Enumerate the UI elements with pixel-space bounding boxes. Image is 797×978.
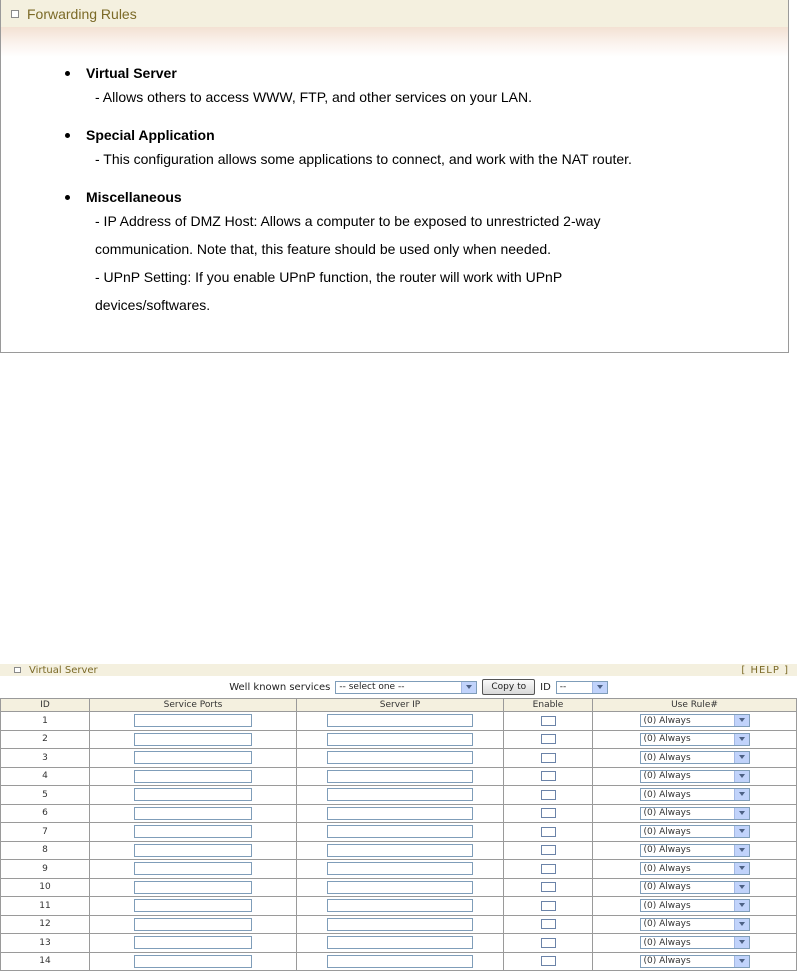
column-header-id: ID [1, 699, 90, 712]
enable-checkbox[interactable] [541, 882, 556, 892]
help-item-desc: - Allows others to access WWW, FTP, and other services on your LAN. [95, 89, 533, 105]
table-header-row [1, 699, 797, 712]
chevron-down-icon [734, 919, 749, 930]
row-id: 6 [1, 804, 90, 823]
use-rule-select[interactable] [640, 918, 750, 931]
server-ip-cell [297, 915, 504, 934]
copy-to-button[interactable]: Copy to [482, 679, 535, 695]
row-id: 7 [1, 823, 90, 842]
well-known-services-toolbar [0, 676, 797, 698]
bullet-icon [65, 71, 70, 76]
header-gradient-band [1, 27, 788, 57]
service-ports-cell [90, 786, 297, 805]
virtual-server-header [0, 664, 797, 676]
help-item-desc: communication. Note that, this feature should be used only when needed. [95, 241, 552, 257]
forwarding-rules-panel [0, 0, 789, 353]
service-ports-cell [90, 841, 297, 860]
enable-cell [504, 804, 593, 823]
select-value: -- [559, 682, 567, 692]
service-ports-cell [90, 749, 297, 768]
row-id: 14 [1, 952, 90, 971]
column-header-server-ip: Server IP [297, 699, 504, 712]
server-ip-input[interactable] [327, 862, 473, 875]
column-header-use-rule: Use Rule# [593, 699, 797, 712]
select-value: (0) Always [643, 882, 691, 893]
select-value: (0) Always [643, 826, 691, 837]
service-ports-cell [90, 804, 297, 823]
server-ip-input[interactable] [327, 918, 473, 931]
enable-checkbox[interactable] [541, 753, 556, 763]
service-ports-input[interactable] [134, 825, 252, 838]
enable-checkbox[interactable] [541, 771, 556, 781]
service-ports-input[interactable] [134, 807, 252, 820]
server-ip-input[interactable] [327, 936, 473, 949]
enable-checkbox[interactable] [541, 790, 556, 800]
use-rule-cell [593, 952, 797, 971]
chevron-down-icon [734, 771, 749, 782]
server-ip-input[interactable] [327, 955, 473, 968]
table-row [1, 823, 797, 842]
use-rule-select[interactable] [640, 936, 750, 949]
use-rule-cell [593, 823, 797, 842]
chevron-down-icon [734, 882, 749, 893]
use-rule-cell [593, 730, 797, 749]
table-row [1, 878, 797, 897]
enable-checkbox[interactable] [541, 919, 556, 929]
server-ip-input[interactable] [327, 751, 473, 764]
server-ip-cell [297, 952, 504, 971]
enable-cell [504, 878, 593, 897]
enable-cell [504, 952, 593, 971]
enable-checkbox[interactable] [541, 864, 556, 874]
chevron-down-icon [734, 845, 749, 856]
use-rule-select[interactable] [640, 788, 750, 801]
use-rule-select[interactable] [640, 714, 750, 727]
table-row [1, 952, 797, 971]
chevron-down-icon [592, 682, 607, 693]
use-rule-select[interactable] [640, 955, 750, 968]
enable-cell [504, 841, 593, 860]
table-row [1, 804, 797, 823]
select-value: (0) Always [643, 900, 691, 911]
use-rule-select[interactable] [640, 844, 750, 857]
select-value: (0) Always [643, 715, 691, 726]
enable-cell [504, 730, 593, 749]
forwarding-rules-header [1, 0, 788, 27]
use-rule-cell [593, 915, 797, 934]
row-id: 13 [1, 934, 90, 953]
enable-cell [504, 915, 593, 934]
server-ip-input[interactable] [327, 714, 473, 727]
table-row [1, 841, 797, 860]
select-value: (0) Always [643, 956, 691, 967]
enable-cell [504, 712, 593, 731]
use-rule-select[interactable] [640, 807, 750, 820]
help-item-desc: - UPnP Setting: If you enable UPnP function, the router will work with UPnP [95, 269, 563, 285]
row-id: 8 [1, 841, 90, 860]
service-ports-cell [90, 934, 297, 953]
chevron-down-icon [734, 956, 749, 967]
enable-cell [504, 749, 593, 768]
enable-checkbox[interactable] [541, 827, 556, 837]
forwarding-rules-body [1, 57, 788, 319]
server-ip-input[interactable] [327, 844, 473, 857]
service-ports-input[interactable] [134, 751, 252, 764]
use-rule-cell [593, 749, 797, 768]
use-rule-cell [593, 804, 797, 823]
chevron-down-icon [734, 715, 749, 726]
use-rule-cell [593, 786, 797, 805]
help-link[interactable]: [ HELP ] [741, 664, 789, 676]
chevron-down-icon [734, 863, 749, 874]
service-ports-input[interactable] [134, 714, 252, 727]
server-ip-input[interactable] [327, 770, 473, 783]
service-ports-cell [90, 712, 297, 731]
use-rule-cell [593, 767, 797, 786]
enable-checkbox[interactable] [541, 956, 556, 966]
use-rule-select[interactable] [640, 825, 750, 838]
server-ip-cell [297, 823, 504, 842]
enable-checkbox[interactable] [541, 808, 556, 818]
server-ip-input[interactable] [327, 788, 473, 801]
service-ports-input[interactable] [134, 733, 252, 746]
enable-checkbox[interactable] [541, 716, 556, 726]
select-value: (0) Always [643, 771, 691, 782]
server-ip-input[interactable] [327, 899, 473, 912]
square-bullet-icon [11, 10, 19, 18]
select-value: (0) Always [643, 863, 691, 874]
well-known-services-label: Well known services [229, 681, 331, 693]
server-ip-cell [297, 841, 504, 860]
service-ports-cell [90, 952, 297, 971]
well-known-services-select[interactable] [335, 681, 477, 694]
server-ip-input[interactable] [327, 881, 473, 894]
server-ip-cell [297, 878, 504, 897]
chevron-down-icon [734, 937, 749, 948]
row-id: 5 [1, 786, 90, 805]
service-ports-input[interactable] [134, 862, 252, 875]
bullet-icon [65, 195, 70, 200]
table-row [1, 730, 797, 749]
virtual-server-panel [0, 664, 797, 971]
enable-cell [504, 786, 593, 805]
service-ports-input[interactable] [134, 936, 252, 949]
use-rule-cell [593, 878, 797, 897]
row-id: 9 [1, 860, 90, 879]
enable-cell [504, 823, 593, 842]
chevron-down-icon [734, 789, 749, 800]
service-ports-cell [90, 730, 297, 749]
use-rule-cell [593, 934, 797, 953]
enable-cell [504, 934, 593, 953]
help-item-desc: - This configuration allows some applications to connect, and work with the NAT router. [95, 151, 632, 167]
row-id: 11 [1, 897, 90, 916]
table-row [1, 934, 797, 953]
service-ports-cell [90, 767, 297, 786]
use-rule-select[interactable] [640, 862, 750, 875]
use-rule-cell [593, 897, 797, 916]
use-rule-cell [593, 712, 797, 731]
service-ports-cell [90, 897, 297, 916]
table-row [1, 860, 797, 879]
row-id: 1 [1, 712, 90, 731]
select-value: (0) Always [643, 845, 691, 856]
table-row [1, 915, 797, 934]
copy-to-id-select[interactable] [556, 681, 608, 694]
virtual-server-title: Virtual Server [29, 664, 98, 676]
service-ports-cell [90, 915, 297, 934]
service-ports-cell [90, 823, 297, 842]
virtual-server-table [0, 698, 797, 971]
forwarding-rules-title: Forwarding Rules [27, 5, 137, 22]
chevron-down-icon [734, 900, 749, 911]
chevron-down-icon [461, 682, 476, 693]
service-ports-cell [90, 860, 297, 879]
row-id: 4 [1, 767, 90, 786]
row-id: 12 [1, 915, 90, 934]
column-header-enable: Enable [504, 699, 593, 712]
use-rule-select[interactable] [640, 733, 750, 746]
service-ports-input[interactable] [134, 918, 252, 931]
service-ports-input[interactable] [134, 899, 252, 912]
select-value: (0) Always [643, 789, 691, 800]
select-value: (0) Always [643, 752, 691, 763]
server-ip-input[interactable] [327, 733, 473, 746]
server-ip-cell [297, 934, 504, 953]
enable-checkbox[interactable] [541, 734, 556, 744]
column-header-service-ports: Service Ports [90, 699, 297, 712]
enable-cell [504, 767, 593, 786]
server-ip-input[interactable] [327, 807, 473, 820]
help-item-desc: devices/softwares. [95, 297, 211, 313]
id-label: ID [540, 681, 551, 693]
chevron-down-icon [734, 752, 749, 763]
server-ip-cell [297, 730, 504, 749]
chevron-down-icon [734, 734, 749, 745]
server-ip-cell [297, 749, 504, 768]
help-item-virtual-server [65, 63, 788, 111]
service-ports-input[interactable] [134, 788, 252, 801]
use-rule-cell [593, 841, 797, 860]
enable-checkbox[interactable] [541, 901, 556, 911]
service-ports-input[interactable] [134, 844, 252, 857]
help-item-title: Virtual Server [86, 65, 177, 81]
use-rule-select[interactable] [640, 881, 750, 894]
chevron-down-icon [734, 808, 749, 819]
help-item-miscellaneous [65, 187, 788, 319]
table-row [1, 712, 797, 731]
select-value: (0) Always [643, 808, 691, 819]
server-ip-cell [297, 860, 504, 879]
select-value: (0) Always [643, 734, 691, 745]
server-ip-cell [297, 767, 504, 786]
help-item-desc: - IP Address of DMZ Host: Allows a computer to be exposed to unrestricted 2-way [95, 213, 601, 229]
select-value: -- select one -- [339, 682, 405, 692]
table-row [1, 767, 797, 786]
use-rule-select[interactable] [640, 770, 750, 783]
service-ports-cell [90, 878, 297, 897]
use-rule-select[interactable] [640, 899, 750, 912]
select-value: (0) Always [643, 937, 691, 948]
use-rule-select[interactable] [640, 751, 750, 764]
chevron-down-icon [734, 826, 749, 837]
help-item-special-application [65, 125, 788, 173]
square-bullet-icon [14, 667, 21, 673]
server-ip-cell [297, 897, 504, 916]
service-ports-input[interactable] [134, 881, 252, 894]
bullet-icon [65, 133, 70, 138]
row-id: 2 [1, 730, 90, 749]
server-ip-cell [297, 786, 504, 805]
server-ip-input[interactable] [327, 825, 473, 838]
table-row [1, 897, 797, 916]
service-ports-input[interactable] [134, 770, 252, 783]
row-id: 10 [1, 878, 90, 897]
service-ports-input[interactable] [134, 955, 252, 968]
enable-cell [504, 860, 593, 879]
use-rule-cell [593, 860, 797, 879]
enable-cell [504, 897, 593, 916]
help-item-title: Special Application [86, 127, 215, 143]
row-id: 3 [1, 749, 90, 768]
select-value: (0) Always [643, 919, 691, 930]
server-ip-cell [297, 804, 504, 823]
table-row [1, 786, 797, 805]
help-item-title: Miscellaneous [86, 189, 182, 205]
server-ip-cell [297, 712, 504, 731]
table-row [1, 749, 797, 768]
enable-checkbox[interactable] [541, 845, 556, 855]
enable-checkbox[interactable] [541, 938, 556, 948]
